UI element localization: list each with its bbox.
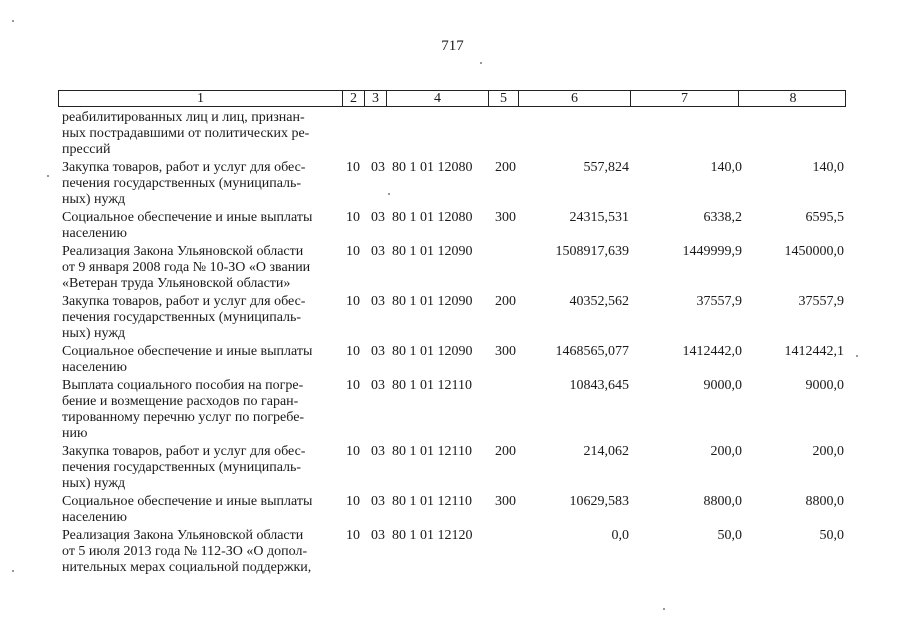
cell-subsection: 03: [371, 244, 385, 259]
row-description: реабилитированных лиц и лиц, признан- ных пострадавшими от политических ре- прессий: [62, 110, 310, 157]
table-row: [62, 244, 852, 292]
cell-amount-col-7: 1449999,9: [682, 244, 742, 259]
cell-section: 10: [346, 294, 360, 309]
table-row: [62, 444, 852, 492]
cell-target-article: 80 1 01 12110: [392, 444, 472, 459]
table-row: [62, 160, 852, 208]
cell-section: 10: [346, 378, 360, 393]
cell-section: 10: [346, 210, 360, 225]
cell-section: 10: [346, 528, 360, 543]
cell-amount-col-8: 1450000,0: [784, 244, 844, 259]
cell-amount-col-8: 9000,0: [805, 378, 844, 393]
table-row: [62, 378, 852, 442]
cell-amount-col-6: 1468565,077: [555, 344, 629, 359]
cell-amount-col-7: 6338,2: [703, 210, 742, 225]
cell-expense-type: 200: [495, 294, 516, 309]
header-cell-col-6: 6: [518, 91, 630, 106]
cell-amount-col-6: 557,824: [583, 160, 629, 175]
cell-section: 10: [346, 244, 360, 259]
table-body: [62, 110, 852, 576]
table-row: [62, 210, 852, 242]
row-description: Социальное обеспечение и иные выплаты населению: [62, 210, 313, 241]
cell-target-article: 80 1 01 12120: [392, 528, 473, 543]
cell-section: 10: [346, 494, 360, 509]
header-cell-col-4: 4: [386, 91, 488, 106]
cell-target-article: 80 1 01 12080: [392, 160, 473, 175]
cell-subsection: 03: [371, 444, 385, 459]
cell-amount-col-8: 1412442,1: [784, 344, 844, 359]
cell-amount-col-6: 0,0: [611, 528, 629, 543]
cell-amount-col-8: 200,0: [812, 444, 844, 459]
cell-amount-col-7: 9000,0: [703, 378, 742, 393]
table-row: [62, 344, 852, 376]
cell-subsection: 03: [371, 494, 385, 509]
row-description: Закупка товаров, работ и услуг для обес- печения государственных (муниципаль- ных) нужд: [62, 294, 306, 341]
cell-subsection: 03: [371, 378, 385, 393]
cell-section: 10: [346, 444, 360, 459]
cell-target-article: 80 1 01 12090: [392, 344, 473, 359]
cell-amount-col-6: 10843,645: [569, 378, 629, 393]
table-row: [62, 528, 852, 576]
scan-speck: [480, 62, 482, 64]
row-description: Закупка товаров, работ и услуг для обес- печения государственных (муниципаль- ных) нужд: [62, 444, 306, 491]
cell-amount-col-6: 24315,531: [569, 210, 629, 225]
row-description: Реализация Закона Ульяновской области от 5 июля 2013 года № 112-ЗО «О допол- нительных мерах социальной поддержки,: [62, 528, 312, 575]
row-description: Социальное обеспечение и иные выплаты населению: [62, 494, 313, 525]
cell-amount-col-7: 200,0: [710, 444, 742, 459]
cell-target-article: 80 1 01 12080: [392, 210, 473, 225]
scan-speck: [47, 175, 49, 177]
table-row: [62, 110, 852, 158]
scan-speck: [856, 355, 858, 357]
cell-amount-col-6: 214,062: [583, 444, 629, 459]
cell-subsection: 03: [371, 344, 385, 359]
cell-amount-col-7: 50,0: [717, 528, 742, 543]
scan-speck: [12, 570, 14, 572]
header-cell-col-3: 3: [364, 91, 386, 106]
cell-amount-col-7: 8800,0: [703, 494, 742, 509]
scan-speck: [388, 193, 390, 195]
cell-section: 10: [346, 344, 360, 359]
table-row: [62, 294, 852, 342]
cell-expense-type: 200: [495, 160, 516, 175]
cell-expense-type: 300: [495, 210, 516, 225]
cell-amount-col-6: 10629,583: [569, 494, 629, 509]
cell-amount-col-6: 1508917,639: [555, 244, 629, 259]
cell-subsection: 03: [371, 294, 385, 309]
cell-amount-col-6: 40352,562: [569, 294, 629, 309]
header-cell-col-2: 2: [342, 91, 364, 106]
row-description: Реализация Закона Ульяновской области от 9 января 2008 года № 10-ЗО «О звании «Ветеран труда Ульяновской области»: [62, 244, 311, 291]
cell-expense-type: 300: [495, 344, 516, 359]
scan-speck: [12, 20, 14, 22]
cell-amount-col-8: 6595,5: [805, 210, 844, 225]
cell-expense-type: 300: [495, 494, 516, 509]
cell-amount-col-7: 140,0: [710, 160, 742, 175]
cell-amount-col-8: 50,0: [819, 528, 844, 543]
cell-target-article: 80 1 01 12110: [392, 494, 472, 509]
table-row: [62, 494, 852, 526]
cell-expense-type: 200: [495, 444, 516, 459]
cell-subsection: 03: [371, 210, 385, 225]
page-number: 717: [441, 38, 464, 54]
cell-target-article: 80 1 01 12110: [392, 378, 472, 393]
cell-amount-col-8: 37557,9: [798, 294, 844, 309]
table-header-row: [58, 90, 846, 107]
header-cell-col-5: 5: [488, 91, 518, 106]
row-description: Закупка товаров, работ и услуг для обес- печения государственных (муниципаль- ных) нужд: [62, 160, 306, 207]
cell-amount-col-8: 140,0: [812, 160, 844, 175]
cell-section: 10: [346, 160, 360, 175]
header-cell-col-8: 8: [738, 91, 847, 106]
row-description: Социальное обеспечение и иные выплаты населению: [62, 344, 313, 375]
header-cell-col-1: 1: [197, 91, 204, 106]
header-cell-col-7: 7: [630, 91, 738, 106]
cell-amount-col-7: 37557,9: [696, 294, 742, 309]
cell-amount-col-8: 8800,0: [805, 494, 844, 509]
cell-target-article: 80 1 01 12090: [392, 244, 473, 259]
scan-speck: [663, 608, 665, 610]
row-description: Выплата социального пособия на погре- бение и возмещение расходов по гаран- тированному перечню услуг по погребе- нию: [62, 378, 305, 441]
cell-subsection: 03: [371, 528, 385, 543]
cell-amount-col-7: 1412442,0: [682, 344, 742, 359]
cell-target-article: 80 1 01 12090: [392, 294, 473, 309]
cell-subsection: 03: [371, 160, 385, 175]
